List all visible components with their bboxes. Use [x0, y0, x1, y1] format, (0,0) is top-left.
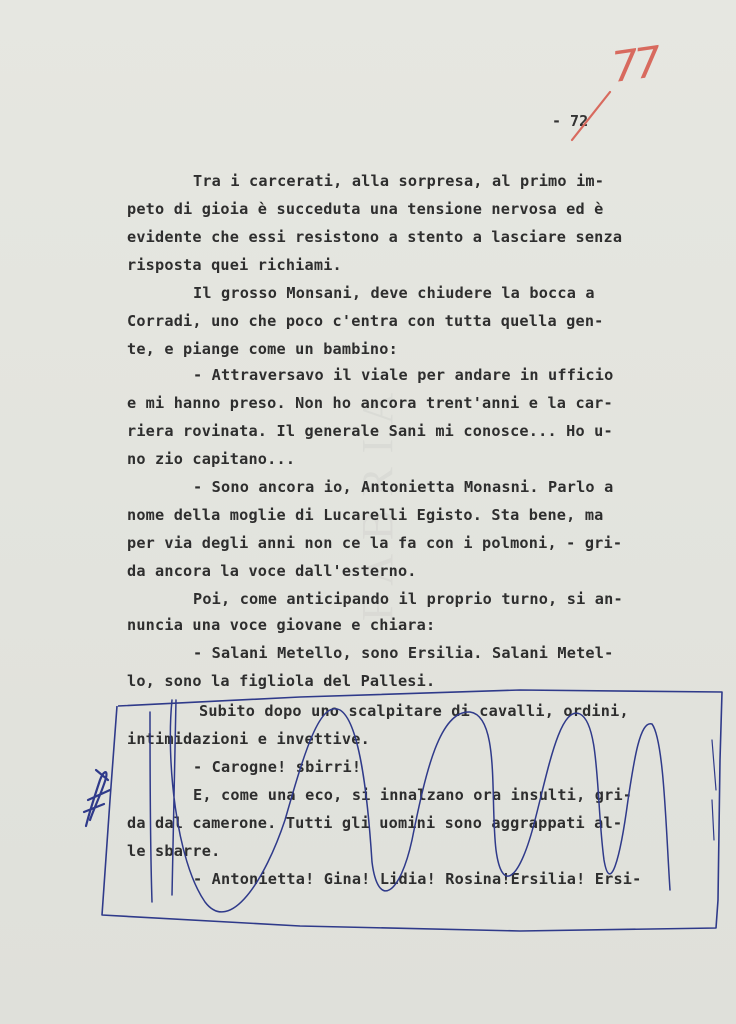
crossed-line: - Carogne! sbirri! — [193, 758, 362, 776]
crossed-line: le sbarre. — [127, 842, 221, 860]
crossed-line: - Antonietta! Gina! Lidia! Rosina!Ersilia! Ersi- — [193, 870, 642, 888]
body-line: Tra i carcerati, alla sorpresa, al primo im- — [193, 172, 605, 190]
body-line: - Attraversavo il viale per andare in ufficio — [193, 366, 614, 384]
body-line: e mi hanno preso. Non ho ancora trent'anni e la car- — [127, 394, 613, 412]
body-line: da ancora la voce dall'esterno. — [127, 562, 417, 580]
body-line: nome della moglie di Lucarelli Egisto. Sta bene, ma — [127, 506, 604, 524]
body-line: no zio capitano... — [127, 450, 296, 468]
body-line: Il grosso Monsani, deve chiudere la bocca a — [193, 284, 595, 302]
crossed-line: intimidazioni e invettive. — [127, 730, 370, 748]
body-line: - Salani Metello, sono Ersilia. Salani Metel- — [193, 644, 614, 662]
body-line: nuncia una voce giovane e chiara: — [127, 616, 436, 634]
body-line: risposta quei richiami. — [127, 256, 342, 274]
page-number: - 72 — [552, 112, 589, 130]
body-line: Corradi, uno che poco c'entra con tutta quella gen- — [127, 312, 604, 330]
margin-scribble — [84, 770, 110, 826]
body-line: te, e piange come un bambino: — [127, 340, 398, 358]
body-line: evidente che essi resistono a stento a lasciare senza — [127, 228, 623, 246]
body-line: riera rovinata. Il generale Sani mi conosce... Ho u- — [127, 422, 613, 440]
body-line: per via degli anni non ce la fa con i polmoni, - gri- — [127, 534, 623, 552]
deletion-box — [102, 690, 722, 931]
body-line: lo, sono la figliola del Pallesi. — [127, 672, 436, 690]
body-line: Poi, come anticipando il proprio turno, si an- — [193, 590, 623, 608]
watermark: FABRIA — [353, 378, 402, 622]
crossed-line: da dal camerone. Tutti gli uomini sono aggrappati al- — [127, 814, 623, 832]
body-line: - Sono ancora io, Antonietta Monasni. Parlo a — [193, 478, 614, 496]
body-line: peto di gioia è succeduta una tensione nervosa ed è — [127, 200, 604, 218]
crossed-line: E, come una eco, si innalzano ora insulti, gri- — [193, 786, 633, 804]
handwritten-folio-number: 77 — [608, 37, 661, 92]
crossed-line: Subito dopo uno scalpitare di cavalli, ordini, — [199, 702, 629, 720]
